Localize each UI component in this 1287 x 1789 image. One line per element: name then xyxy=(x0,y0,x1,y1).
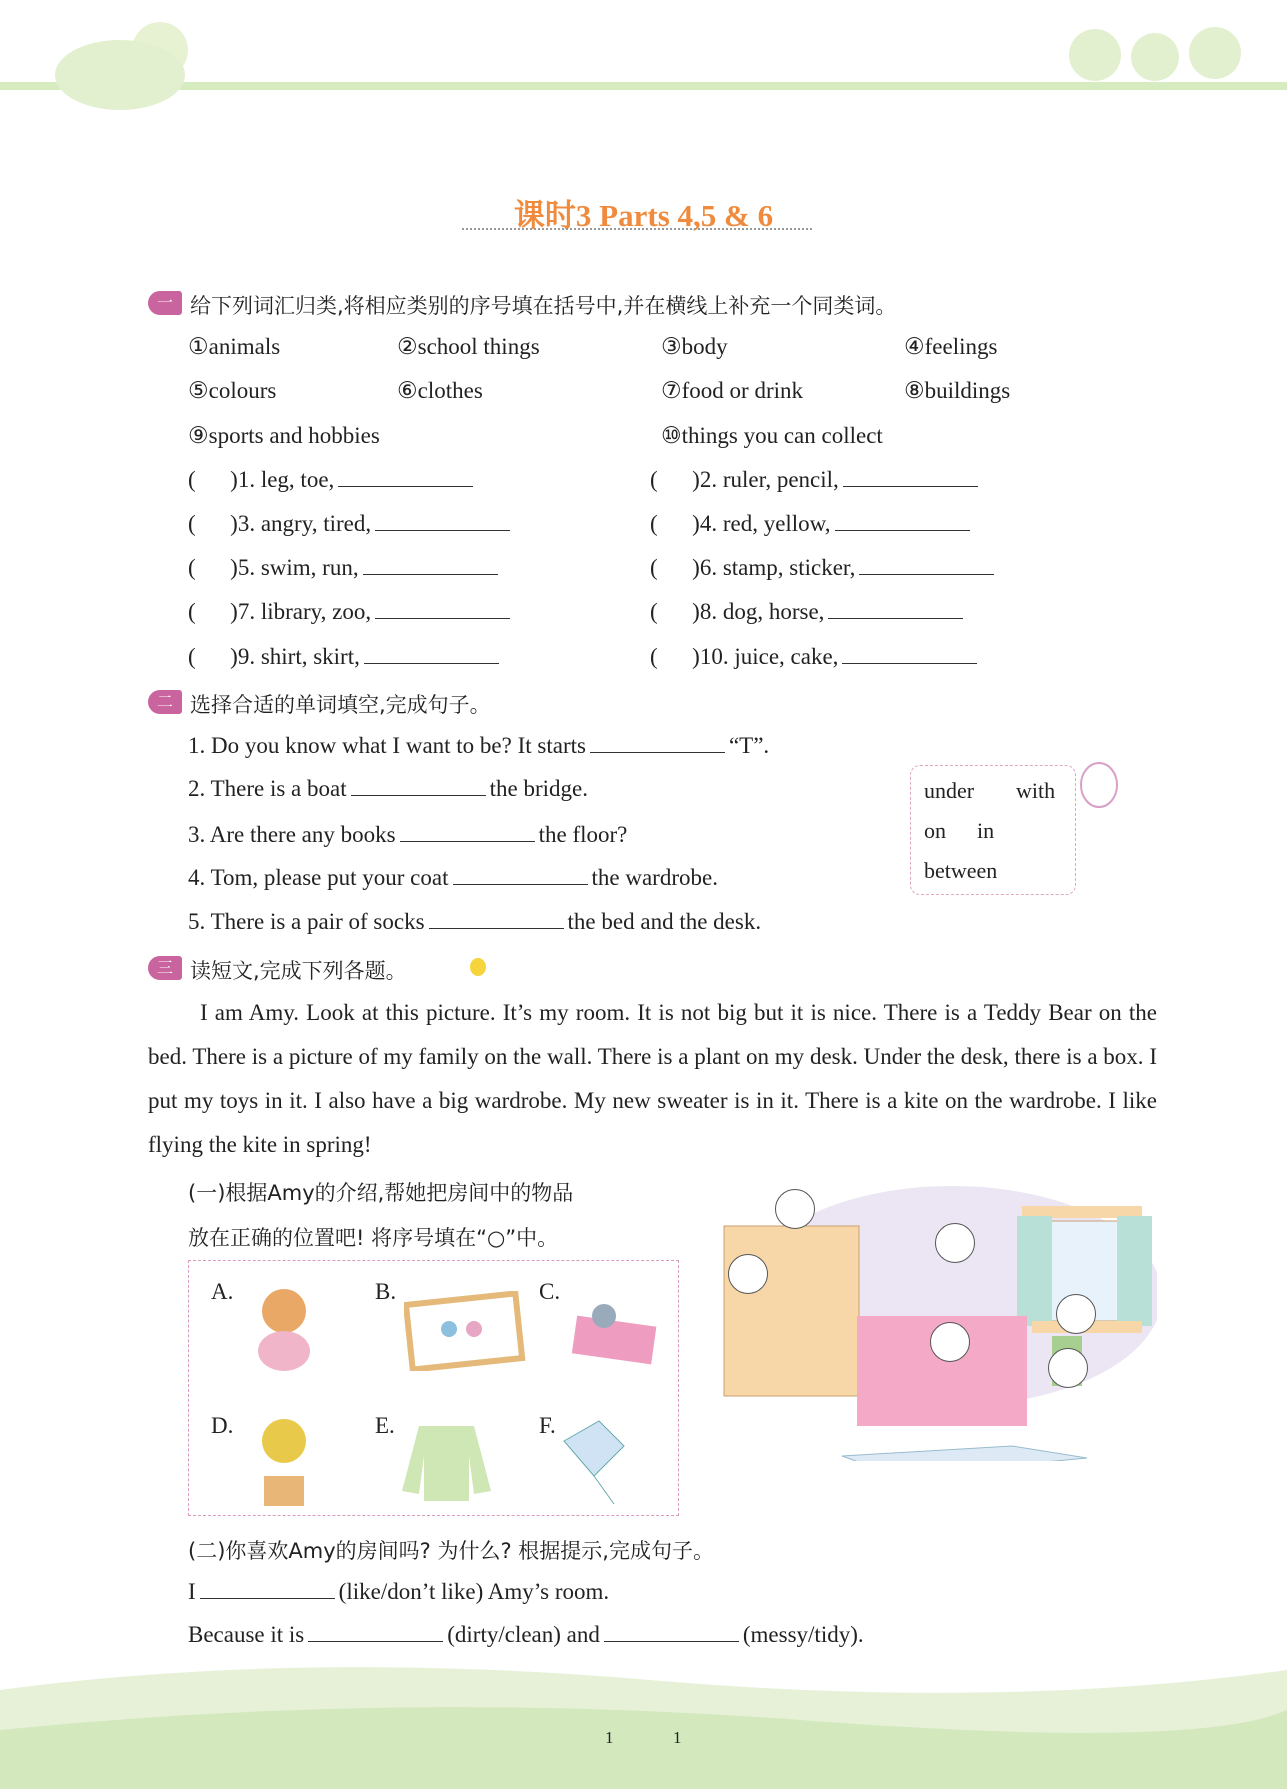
option-label: C. xyxy=(539,1279,561,1304)
exercise-item[interactable]: ( )4. red, yellow, xyxy=(650,511,974,537)
sentence[interactable]: 1. Do you know what I want to be? It starts “T”. xyxy=(188,733,770,758)
section-badge: 一 xyxy=(148,291,182,315)
sub-question-1: (一)根据Amy的介绍,帮她把房间中的物品 xyxy=(188,1181,574,1205)
category: ②school things xyxy=(397,334,540,359)
answer-circle[interactable] xyxy=(930,1322,970,1362)
word: with xyxy=(1016,778,1056,803)
answer-sentence[interactable]: I (like/don’t like) Amy’s room. xyxy=(188,1579,610,1604)
category: ①animals xyxy=(188,334,281,359)
kite-icon xyxy=(554,1416,644,1506)
exercise-item[interactable]: ( )3. angry, tired, xyxy=(188,511,514,537)
exercise-item[interactable]: ( )9. shirt, skirt, xyxy=(188,644,503,670)
exercise-item[interactable]: ( )6. stamp, sticker, xyxy=(650,555,998,581)
family-picture-icon xyxy=(404,1291,529,1371)
exercise-item[interactable]: ( )10. juice, cake, xyxy=(650,644,981,670)
sub-question-1: 放在正确的位置吧! 将序号填在“○”中。 xyxy=(188,1226,559,1250)
word-bank xyxy=(910,765,1076,895)
category: ⑥clothes xyxy=(397,378,483,403)
exercise-item[interactable]: ( )5. swim, run, xyxy=(188,555,502,581)
teddy-bear-icon xyxy=(244,1281,324,1376)
hills-footer xyxy=(0,1650,1287,1789)
category: ⑤colours xyxy=(188,378,277,403)
sentence[interactable]: 3. Are there any books the floor? xyxy=(188,822,628,847)
word: between xyxy=(924,858,998,883)
category: ⑨sports and hobbies xyxy=(188,423,380,448)
category: ④feelings xyxy=(904,334,998,359)
category: ⑩things you can collect xyxy=(661,423,883,448)
category: ③body xyxy=(661,334,728,359)
word: in xyxy=(977,818,995,843)
section-heading: 读短文,完成下列各题。 xyxy=(190,959,407,983)
option-label: A. xyxy=(211,1279,234,1304)
lesson-title: 课时3 Parts 4,5 & 6 xyxy=(513,198,774,233)
page-number: 1 xyxy=(605,1728,614,1747)
answer-circle[interactable] xyxy=(1056,1294,1096,1334)
section-badge: 二 xyxy=(148,690,182,714)
section-heading: 给下列词汇归类,将相应类别的序号填在括号中,并在横线上补充一个同类词。 xyxy=(190,294,897,318)
category: ⑧buildings xyxy=(904,378,1011,403)
option-label: F. xyxy=(539,1413,556,1438)
word: under xyxy=(924,778,975,803)
option-label: B. xyxy=(375,1279,397,1304)
section-badge: 三 xyxy=(148,956,182,980)
plant-icon xyxy=(249,1411,319,1511)
sentence[interactable]: 4. Tom, please put your coat the wardrobe. xyxy=(188,865,718,890)
sentence[interactable]: 5. There is a pair of socks the bed and the desk. xyxy=(188,909,762,934)
exercise-item[interactable]: ( )1. leg, toe, xyxy=(188,467,477,493)
reading-passage: I am Amy. Look at this picture. It’s my room. It is not big but it is nice. There is a Teddy Bear on the bed. There is a picture of my family on the wall. There is a plant on my desk. Under the desk, there is a box. I put my toys in it. I also have a big wardrobe. My new sweater is in it. There is a kite on the wardrobe. I like flying the kite in spring! xyxy=(148,1000,1157,1157)
lightbulb-icon xyxy=(470,958,486,976)
answer-circle[interactable] xyxy=(728,1254,768,1294)
sentence[interactable]: 2. There is a boat the bridge. xyxy=(188,776,588,801)
answer-sentence[interactable]: Because it is (dirty/clean) and (messy/tidy). xyxy=(188,1622,864,1647)
word: on xyxy=(924,818,946,843)
answer-circle[interactable] xyxy=(1048,1348,1088,1388)
answer-circle[interactable] xyxy=(775,1189,815,1229)
options-box xyxy=(188,1260,679,1516)
option-label: E. xyxy=(375,1413,395,1438)
title-underline xyxy=(462,228,812,230)
section-heading: 选择合适的单词填空,完成句子。 xyxy=(190,693,491,717)
toy-box-icon xyxy=(564,1286,664,1366)
page-number: 1 xyxy=(673,1728,682,1747)
animal-faces-decoration xyxy=(1060,15,1250,85)
sweater-icon xyxy=(399,1416,494,1506)
giraffe-icon xyxy=(1074,750,1124,820)
category: ⑦food or drink xyxy=(661,378,803,403)
sub-question-2: (二)你喜欢Amy的房间吗? 为什么? 根据提示,完成句子。 xyxy=(188,1539,714,1563)
exercise-item[interactable]: ( )2. ruler, pencil, xyxy=(650,467,982,493)
option-label: D. xyxy=(211,1413,234,1438)
exercise-item[interactable]: ( )8. dog, horse, xyxy=(650,599,967,625)
exercise-item[interactable]: ( )7. library, zoo, xyxy=(188,599,514,625)
answer-circle[interactable] xyxy=(935,1223,975,1263)
sun-cloud-decoration xyxy=(20,5,200,115)
